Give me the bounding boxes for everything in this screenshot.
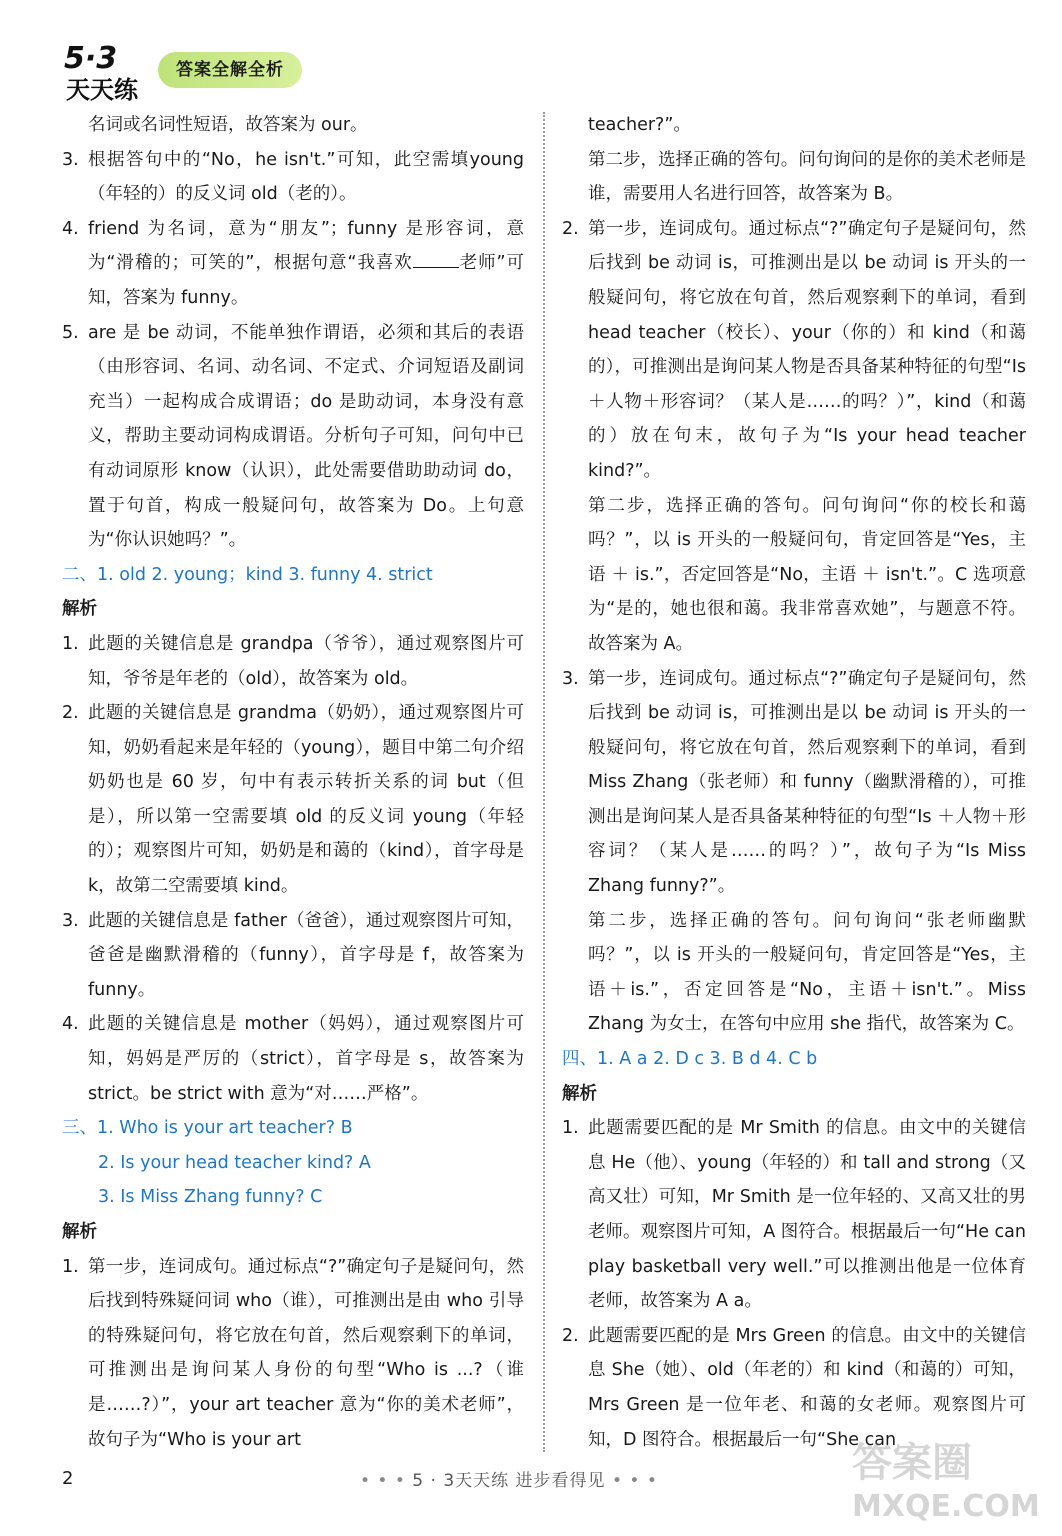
item-text: 此题的关键信息是 grandpa（爷爷），通过观察图片可知，爷爷是年老的（old），故答案为 old。	[88, 633, 524, 689]
paragraph: 第二步，选择正确的答句。问句询问“你的校长和蔼吗？”，以 is 开头的一般疑问句，肯定回答是“Yes，主语 ＋ is.”，否定回答是“No，主语 ＋ isn't.”。C 选项意为“是的，她也很和蔼。我非常喜欢她”，与题意不符。故答案为 A。	[588, 495, 1026, 654]
item-number: 3.	[562, 668, 579, 689]
explanation-item	[62, 316, 524, 558]
site-watermark	[842, 1426, 1042, 1526]
footer-text: 5 · 3天天练 进步看得见	[412, 1471, 606, 1491]
paragraph: 第二步，选择正确的答句。问句询问的是你的美术老师是谁，需要用人名进行回答，故答案为 B。	[588, 149, 1026, 205]
explanation-item	[62, 696, 524, 904]
analysis-heading: 解析	[62, 599, 97, 620]
page-header	[52, 32, 452, 102]
paragraph: teacher?”。	[588, 115, 691, 135]
explanation-item	[562, 662, 1026, 904]
item-text: 此题的关键信息是 mother（妈妈），通过观察图片可知，妈妈是严厉的（strict），首字母是 s，故答案为 strict。be strict with 意为“对……严格”。	[88, 1014, 524, 1104]
svg-text:天天练: 天天练	[66, 76, 138, 104]
item-number: 2.	[62, 703, 79, 724]
answer-line: 四、1. A a 2. D c 3. B d 4. C b	[562, 1049, 818, 1070]
footer-dots: • • •	[611, 1471, 658, 1491]
explanation-item	[62, 627, 524, 696]
footer-dots: • • •	[360, 1471, 406, 1491]
item-number: 2.	[562, 1325, 579, 1346]
watermark-line2: MXQE.COM	[852, 1489, 1040, 1524]
item-number: 2.	[562, 218, 579, 239]
explanation-item	[62, 1250, 524, 1458]
item-number: 3.	[62, 149, 79, 170]
item-text: 此题需要匹配的是 Mrs Green 的信息。由文中的关键信息 She（她）、old（年老的）和 kind（和蔼的）可知，Mrs Green 是一位年老、和蔼的女老师。观察图片可知，D 图符合。根据最后一句“She can	[588, 1325, 1026, 1450]
answer-line: 三、1. Who is your art teacher? B	[62, 1118, 353, 1139]
watermark-line1: 答案圈	[852, 1440, 972, 1486]
item-number: 3.	[62, 910, 79, 931]
page-number: 2	[62, 1468, 74, 1489]
item-number: 4.	[62, 1014, 79, 1035]
explanation-item	[62, 904, 524, 1008]
item-text: 第一步，连词成句。通过标点“?”确定句子是疑问句，然后找到特殊疑问词 who（谁），可推测出是由 who 引导的特殊疑问句，将它放在句首，然后观察剩下的单词，可推测出是询问某人身份的句型“Who is ...?（谁是……?）”，your art teacher 意为“你的美术老师”，故句子为“Who is your art	[88, 1256, 524, 1450]
item-number: 1.	[562, 1118, 579, 1139]
item-text: 此题的关键信息是 grandma（奶奶），通过观察图片可知，奶奶看起来是年轻的（young），题目中第二句介绍奶奶也是 60 岁，句中有表示转折关系的词 but（但是），所以第一空需要填 old 的反义词 young（年轻的）；观察图片可知，奶奶是和蔼的（kind），首字母是 k，故第二空需要填 kind。	[88, 703, 524, 897]
answer-line: 2. Is your head teacher kind? A	[98, 1152, 371, 1173]
explanation-item	[62, 212, 524, 316]
svg-text:5·3: 5·3	[64, 41, 118, 76]
explanation-item	[562, 1111, 1026, 1319]
answer-line: 3. Is Miss Zhang funny? C	[98, 1187, 323, 1208]
item-text: are 是 be 动词，不能单独作谓语，必须和其后的表语（由形容词、名词、动名词、不定式、介词短语及副词充当）一起构成合成谓语；do 是助动词，本身没有意义，帮助主要动词构成谓语。分析句子可知，问句中已有动词原形 know（认识），此处需要借助助动词 do，置于句首，构成一般疑问句，故答案为 Do。上句意为“你认识她吗？”。	[88, 322, 524, 551]
right-column	[562, 108, 1026, 1457]
item-text: 第一步，连词成句。通过标点“?”确定句子是疑问句，然后找到 be 动词 is，可推测出是以 be 动词 is 开头的一般疑问句，将它放在句首，然后观察剩下的单词，看到 Miss Zhang（张老师）和 funny（幽默滑稽的），可推测出是询问某人是否具备某种特征的句型“Is ＋人物＋形容词？（某人是……的吗？）”，故句子为“Is Miss Zhang funny?”。	[588, 668, 1026, 897]
item-number: 5.	[62, 322, 79, 343]
footer-slogan	[360, 1466, 658, 1491]
item-text: 第一步，连词成句。通过标点“?”确定句子是疑问句，然后找到 be 动词 is，可推测出是以 be 动词 is 开头的一般疑问句，将它放在句首，然后观察剩下的单词，看到 head teacher（校长）、your（你的）和 kind（和蔼的），可推测出是询问某人物是否具备某种特征的句型“Is＋人物＋形容词？（某人是……的吗？）”，kind（和蔼的）放在句末，故句子为“Is your head teacher kind?”。	[588, 218, 1026, 481]
column-divider	[543, 112, 545, 1452]
analysis-heading: 解析	[562, 1083, 597, 1104]
item-text: 此题需要匹配的是 Mr Smith 的信息。由文中的关键信息 He（他）、young（年轻的）和 tall and strong（又高又壮）可知，Mr Smith 是一位年轻的、又高又壮的男老师。观察图片可知，A 图符合。根据最后一句“He can play basketball very well.”可以推测出他是一位体育老师，故答案为 A a。	[588, 1118, 1026, 1312]
left-column	[62, 108, 524, 1457]
paragraph: 名词或名词性短语，故答案为 our。	[88, 115, 368, 135]
item-text: 此题的关键信息是 father（爸爸），通过观察图片可知，爸爸是幽默滑稽的（funny），首字母是 f，故答案为 funny。	[88, 910, 524, 1000]
item-number: 1.	[62, 633, 79, 654]
explanation-item	[562, 212, 1026, 489]
item-number: 4.	[62, 218, 79, 239]
item-number: 1.	[62, 1256, 79, 1277]
item-text: 根据答句中的“No，he isn't.”可知，此空需填young（年轻的）的反义词 old（老的）。	[88, 149, 524, 205]
explanation-item	[62, 143, 524, 212]
explanation-item	[62, 1007, 524, 1111]
answer-badge: 答案全解全析	[158, 52, 302, 88]
answer-line: 二、1. old 2. young；kind 3. funny 4. strict	[62, 564, 433, 585]
brand-logo	[62, 38, 152, 104]
analysis-heading: 解析	[62, 1222, 97, 1242]
item-text: friend 为名词，意为“朋友”；funny 是形容词，意为“滑稽的；可笑的”，根据句意“我喜欢 老师”可知，答案为 funny。	[88, 218, 524, 308]
paragraph: 第二步，选择正确的答句。问句询问“张老师幽默吗？”，以 is 开头的一般疑问句，肯定回答是“Yes，主语＋is.”，否定回答是“No，主语＋isn't.”。Miss Zhang 为女士，在答句中应用 she 指代，故答案为 C。	[588, 910, 1026, 1035]
fill-blank	[413, 249, 459, 268]
